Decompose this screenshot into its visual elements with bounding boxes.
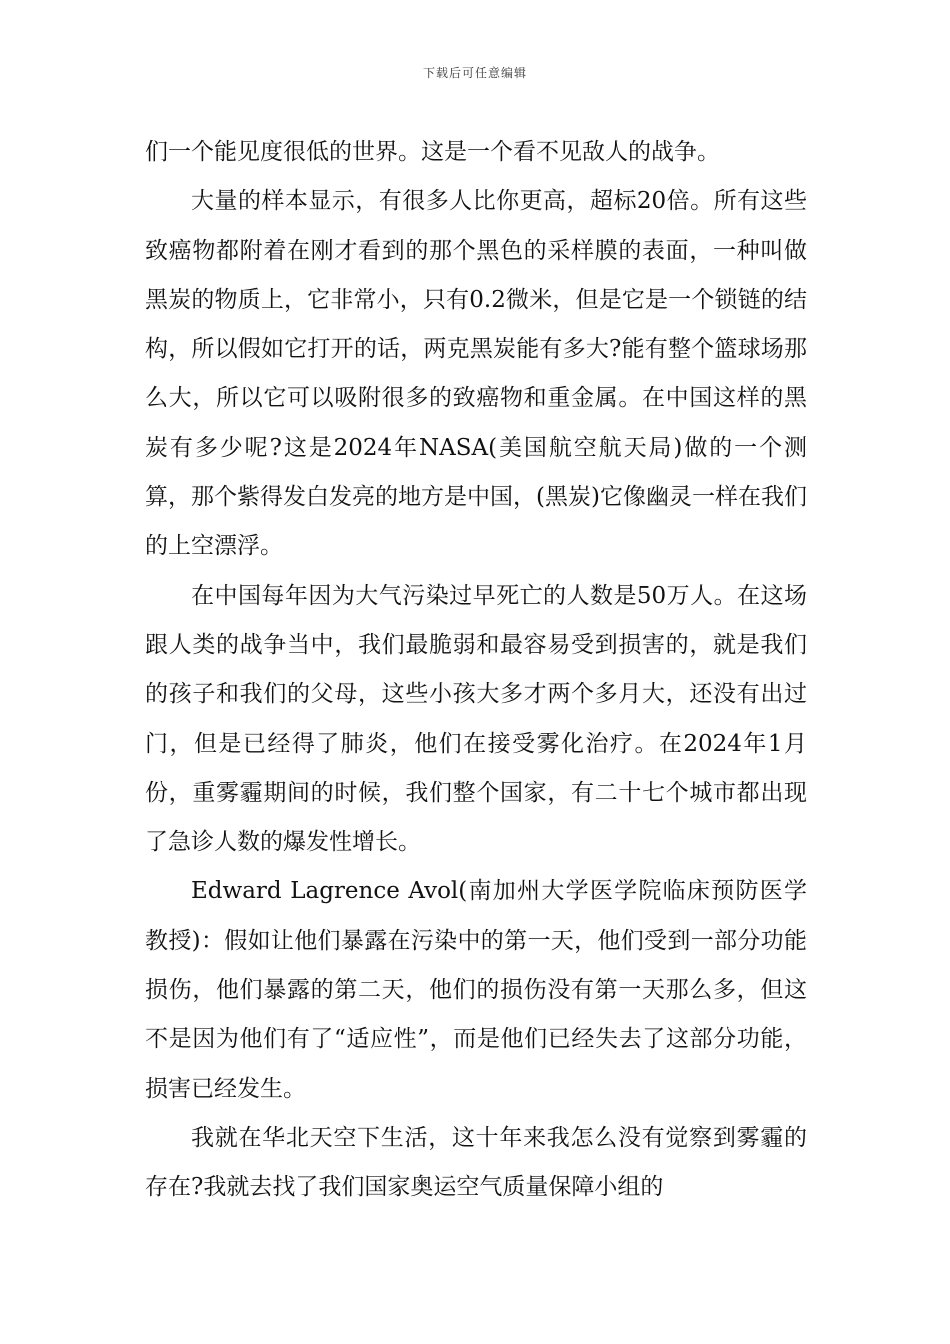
document-body	[145, 128, 807, 1213]
paragraph-1: 们一个能见度很低的世界。这是一个看不见敌人的战争。	[145, 139, 720, 165]
page-header: 下载后可任意编辑	[422, 66, 527, 80]
paragraph-4: Edward Lagrence Avol(南加州大学医学院临床预防医学教授)：假如让他们暴露在污染中的第一天，他们受到一部分功能损伤，他们暴露的第二天，他们的损伤没有第一天那么多，但这不是因为他们有了“适应性”，而是他们已经失去了这部分功能，损害已经发生。	[145, 878, 807, 1102]
paragraph-3: 在中国每年因为大气污染过早死亡的人数是50万人。在这场跟人类的战争当中，我们最脆弱和最容易受到损害的，就是我们的孩子和我们的父母，这些小孩大多才两个多月大，还没有出过门，但是已经得了肺炎，他们在接受雾化治疗。在2024年1月份，重雾霾期间的时候，我们整个国家，有二十七个城市都出现了急诊人数的爆发性增长。	[145, 582, 807, 856]
paragraph-5: 我就在华北天空下生活，这十年来我怎么没有觉察到雾霾的存在?我就去找了我们国家奥运空气质量保障小组的	[145, 1124, 807, 1201]
paragraph-2: 大量的样本显示，有很多人比你更高，超标20倍。所有这些致癌物都附着在刚才看到的那个黑色的采样膜的表面，一种叫做黑炭的物质上，它非常小，只有0.2微米，但是它是一个锁链的结构，所以假如它打开的话，两克黑炭能有多大?能有整个篮球场那么大，所以它可以吸附很多的致癌物和重金属。在中国这样的黑炭有多少呢?这是2024年NASA(美国航空航天局)做的一个测算，那个紫得发白发亮的地方是中国，(黑炭)它像幽灵一样在我们的上空漂浮。	[145, 188, 807, 560]
